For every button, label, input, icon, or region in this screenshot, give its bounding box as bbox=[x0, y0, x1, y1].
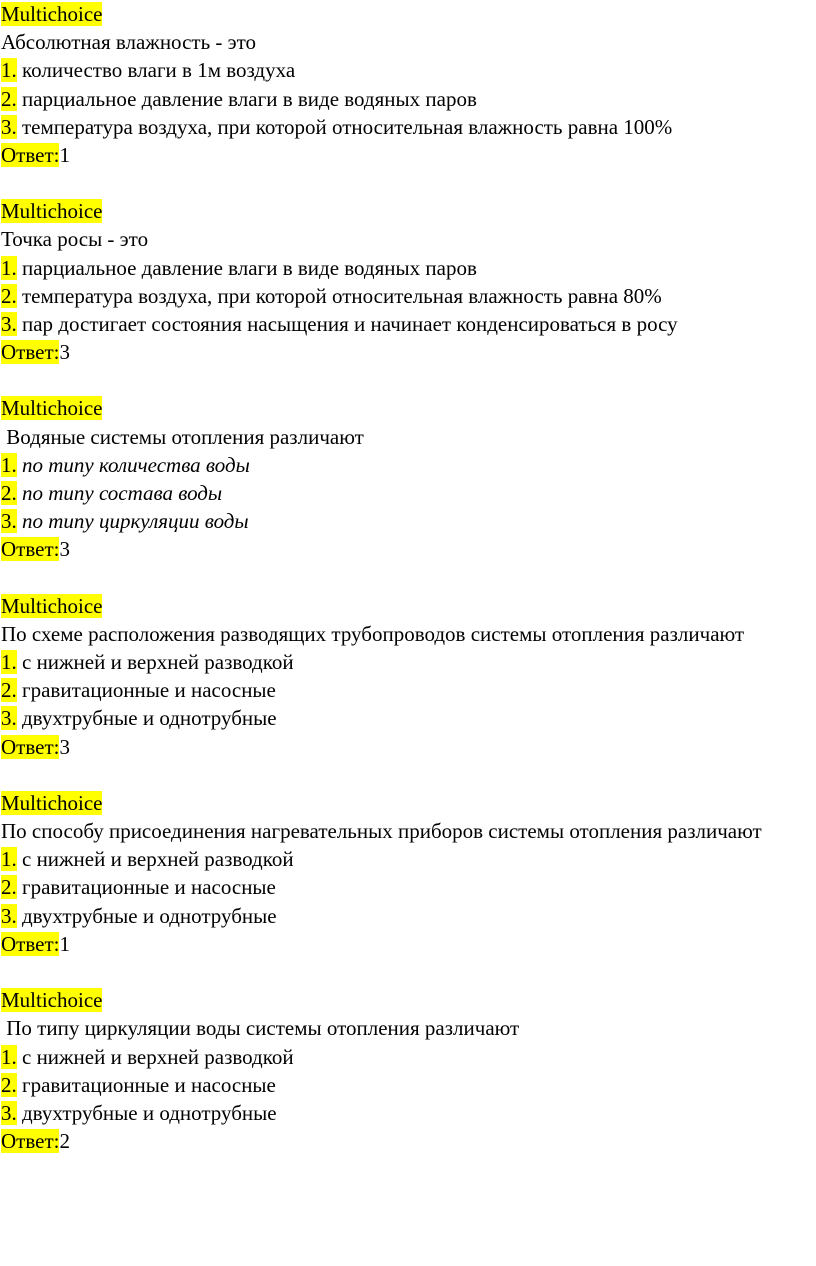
answer-value: 3 bbox=[59, 340, 70, 365]
option-text: с нижней и верхней разводкой bbox=[16, 650, 294, 675]
option-number: 1. bbox=[1, 452, 17, 477]
option-number: 1. bbox=[1, 58, 17, 83]
option-text: с нижней и верхней разводкой bbox=[16, 847, 294, 872]
option-1 bbox=[1, 1043, 816, 1071]
option-2 bbox=[1, 282, 816, 310]
answer-label: Ответ: bbox=[1, 340, 60, 365]
option-3 bbox=[1, 310, 816, 338]
option-number: 3. bbox=[1, 706, 17, 731]
answer-label: Ответ: bbox=[1, 143, 60, 168]
question-prompt: По типу циркуляции воды системы отопления различают bbox=[1, 1016, 520, 1041]
option-number: 3. bbox=[1, 312, 17, 337]
question-prompt: Водяные системы отопления различают bbox=[1, 424, 364, 449]
option-3 bbox=[1, 902, 816, 930]
option-1 bbox=[1, 254, 816, 282]
answer-label: Ответ: bbox=[1, 537, 60, 562]
answer-label: Ответ: bbox=[1, 734, 60, 759]
question-type: Multichoice bbox=[1, 593, 103, 618]
option-text: двухтрубные и однотрубные bbox=[16, 903, 277, 928]
answer-line bbox=[1, 338, 816, 366]
option-2 bbox=[1, 85, 816, 113]
question-block bbox=[1, 986, 816, 1155]
option-number: 2. bbox=[1, 283, 17, 308]
question-prompt: По схеме расположения разводящих трубопроводов системы отопления различают bbox=[1, 621, 745, 646]
answer-line bbox=[1, 930, 816, 958]
option-text: по типу состава воды bbox=[16, 481, 223, 506]
option-number: 2. bbox=[1, 1072, 17, 1097]
option-text: температура воздуха, при которой относительная влажность равна 80% bbox=[16, 283, 662, 308]
option-number: 3. bbox=[1, 903, 17, 928]
option-1 bbox=[1, 845, 816, 873]
option-2 bbox=[1, 479, 816, 507]
answer-value: 1 bbox=[59, 143, 70, 168]
option-text: пар достигает состояния насыщения и начинает конденсироваться в росу bbox=[16, 312, 678, 337]
question-type: Multichoice bbox=[1, 988, 103, 1013]
question-prompt: По способу присоединения нагревательных приборов системы отопления различают bbox=[1, 819, 762, 844]
option-3 bbox=[1, 704, 816, 732]
answer-value: 1 bbox=[59, 931, 70, 956]
option-2 bbox=[1, 676, 816, 704]
answer-line bbox=[1, 535, 816, 563]
option-3 bbox=[1, 507, 816, 535]
option-number: 1. bbox=[1, 1044, 17, 1069]
option-number: 1. bbox=[1, 255, 17, 280]
answer-line bbox=[1, 733, 816, 761]
question-block bbox=[1, 394, 816, 563]
option-number: 2. bbox=[1, 678, 17, 703]
question-type: Multichoice bbox=[1, 396, 103, 421]
option-text: температура воздуха, при которой относительная влажность равна 100% bbox=[16, 114, 673, 139]
answer-label: Ответ: bbox=[1, 931, 60, 956]
answer-line bbox=[1, 141, 816, 169]
option-text: с нижней и верхней разводкой bbox=[16, 1044, 294, 1069]
option-2 bbox=[1, 873, 816, 901]
option-text: парциальное давление влаги в виде водяных паров bbox=[16, 255, 477, 280]
option-text: двухтрубные и однотрубные bbox=[16, 1100, 277, 1125]
option-number: 1. bbox=[1, 650, 17, 675]
question-block bbox=[1, 592, 816, 761]
question-prompt: Точка росы - это bbox=[1, 227, 149, 252]
option-text: гравитационные и насосные bbox=[16, 875, 276, 900]
answer-label: Ответ: bbox=[1, 1129, 60, 1154]
option-text: по типу циркуляции воды bbox=[16, 509, 249, 534]
question-block bbox=[1, 789, 816, 958]
option-number: 3. bbox=[1, 114, 17, 139]
option-1 bbox=[1, 648, 816, 676]
option-3 bbox=[1, 113, 816, 141]
answer-value: 3 bbox=[59, 537, 70, 562]
option-1 bbox=[1, 56, 816, 84]
option-text: парциальное давление влаги в виде водяных паров bbox=[16, 86, 477, 111]
option-number: 1. bbox=[1, 847, 17, 872]
option-2 bbox=[1, 1071, 816, 1099]
option-number: 3. bbox=[1, 1100, 17, 1125]
answer-value: 3 bbox=[59, 734, 70, 759]
question-type: Multichoice bbox=[1, 2, 103, 26]
question-block bbox=[1, 197, 816, 366]
option-text: гравитационные и насосные bbox=[16, 678, 276, 703]
option-number: 3. bbox=[1, 509, 17, 534]
question-type: Multichoice bbox=[1, 790, 103, 815]
question-prompt: Абсолютная влажность - это bbox=[1, 30, 257, 55]
option-number: 2. bbox=[1, 86, 17, 111]
option-number: 2. bbox=[1, 875, 17, 900]
option-3 bbox=[1, 1099, 816, 1127]
answer-line bbox=[1, 1127, 816, 1155]
option-text: количество влаги в 1м воздуха bbox=[16, 58, 296, 83]
question-type: Multichoice bbox=[1, 199, 103, 224]
option-text: по типу количества воды bbox=[16, 452, 250, 477]
answer-value: 2 bbox=[59, 1129, 70, 1154]
option-1 bbox=[1, 451, 816, 479]
option-text: гравитационные и насосные bbox=[16, 1072, 276, 1097]
option-text: двухтрубные и однотрубные bbox=[16, 706, 277, 731]
option-number: 2. bbox=[1, 481, 17, 506]
question-block bbox=[1, 0, 816, 169]
